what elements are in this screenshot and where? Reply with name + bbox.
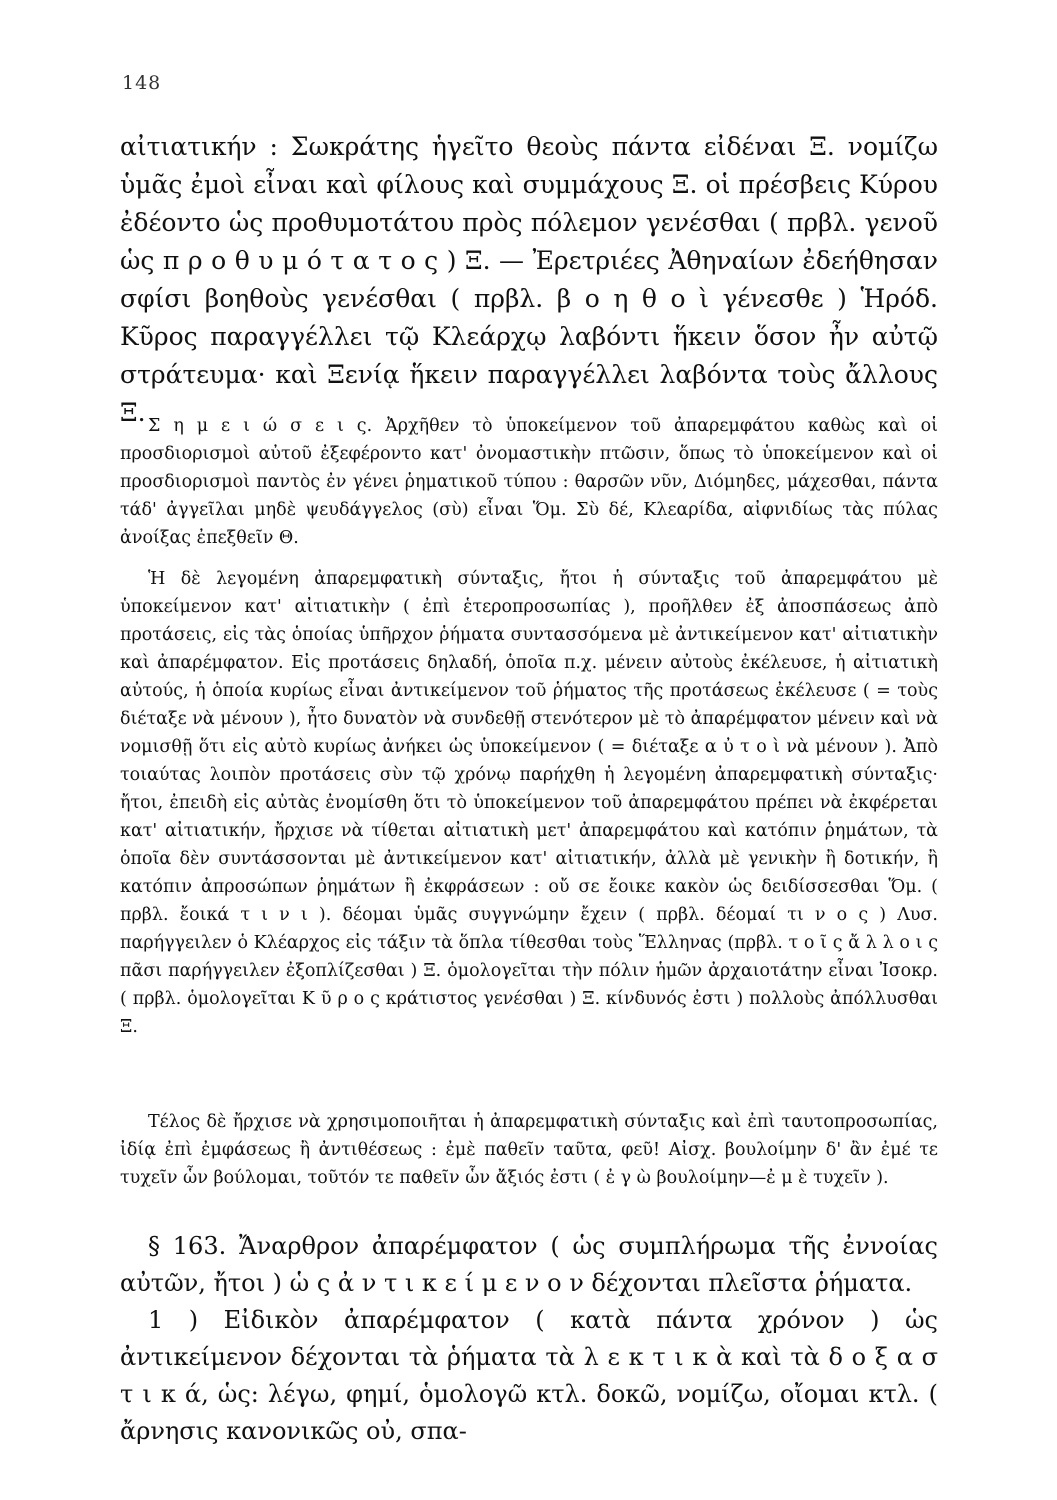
final-paragraph-text: Τέλος δὲ ἤρχισε νὰ χρησιμοποιῆται ἡ ἀπαρεμφατικὴ σύνταξις καὶ ἐπὶ ταυτοπροσωπίας, ἰδίᾳ ἐπὶ ἐμφάσεως ἢ ἀντιθέσεως : ἐμὲ παθεῖν ταῦτα, φεῦ! Αἰσχ. βουλοίμην δ' ἂν ἐμέ τε τυχεῖν ὧν βούλομαι, τοῦτόν τε παθεῖν ὧν ἄξιός ἐστι ( ἐ γ ὼ βουλοίμην—ἐ μ ὲ τυχεῖν ). <box>120 1112 938 1188</box>
section-item-1-text: 1 ) Εἰδικὸν ἀπαρέμφατον ( κατὰ πάντα χρόνον ) ὡς ἀντικείμενον δέχονται τὰ ῥήματα τὰ λ ε κ τ ι κ ὰ καὶ τὰ δ ο ξ α σ τ ι κ ά, ὡς: λέγω, φημί, ὁμολογῶ κτλ. δοκῶ, νομίζω, οἴομαι κτλ. ( ἄρνησις κανονικῶς οὐ, σπα- <box>120 1306 938 1445</box>
notes-paragraph <box>120 412 938 552</box>
section-heading-text: § 163. Ἄναρθρον ἀπαρέμφατον ( ὡς συμπλήρωμα τῆς ἐννοίας αὐτῶν, ἤτοι ) ὡ ς ἀ ν τ ι κ ε ί μ ε ν ο ν δέχονται πλεῖστα ῥήματα. <box>120 1232 938 1297</box>
notes-paragraph-text: Σ η μ ε ι ώ σ ε ι ς. Ἀρχῆθεν τὸ ὑποκείμενον τοῦ ἀπαρεμφάτου καθὼς καὶ οἱ προσδιορισμοὶ αὐτοῦ ἐξεφέροντο κατ' ὀνομαστικὴν πτῶσιν, ὅπως τὸ ὑποκείμενον καὶ οἱ προσδιορισμοὶ παντὸς ἐν γένει ῥηματικοῦ τύπου : θαρσῶν νῦν, Διόμηδες, μάχεσθαι, πάντα τάδ' ἀγγεῖλαι μηδὲ ψευδάγγελος (σὺ) εἶναι Ὅμ. Σὺ δέ, Κλεαρίδα, αἰφνιδίως τὰς πύλας ἀνοίξας ἐπεξθεῖν Θ. <box>120 416 938 548</box>
section-item-1 <box>120 1302 938 1450</box>
syntax-paragraph <box>120 565 938 1041</box>
main-paragraph <box>120 128 938 432</box>
section-163-heading <box>120 1228 938 1302</box>
final-paragraph <box>120 1108 938 1192</box>
main-paragraph-text: αἰτιατικήν : Σωκράτης ἡγεῖτο θεοὺς πάντα εἰδέναι Ξ. νομίζω ὑμᾶς ἐμοὶ εἶναι καὶ φίλους καὶ συμμάχους Ξ. οἱ πρέσβεις Κύρου ἐδέοντο ὡς προθυμοτάτου πρὸς πόλεμον γενέσθαι ( πρβλ. γενοῦ ὡς π ρ ο θ υ μ ό τ α τ ο ς ) Ξ. — Ἐρετριέες Ἀθηναίων ἐδεήθησαν σφίσι βοηθοὺς γενέσθαι ( πρβλ. β ο η θ ο ὶ γένεσθε ) Ἡρόδ. Κῦρος παραγγέλλει τῷ Κλεάρχῳ λαβόντι ἥκειν ὅσον ἦν αὐτῷ στράτευμα· καὶ Ξενίᾳ ἥκειν παραγγέλλει λαβόντα τοὺς ἄλλους Ξ. <box>120 132 938 427</box>
page-number: 148 <box>122 72 162 94</box>
syntax-paragraph-text: Ἡ δὲ λεγομένη ἀπαρεμφατικὴ σύνταξις, ἤτοι ἡ σύνταξις τοῦ ἀπαρεμφάτου μὲ ὑποκείμενον κατ' αἰτιατικὴν ( ἐπὶ ἑτεροπροσωπίας ), προῆλθεν ἐξ ἀποσπάσεως ἀπὸ προτάσεις, εἰς τὰς ὁποίας ὑπῆρχον ῥήματα συντασσόμενα μὲ ἀντικείμενον κατ' αἰτιατικὴν καὶ ἀπαρέμφατον. Εἰς προτάσεις δηλαδή, ὁποῖα π.χ. μένειν αὐτοὺς ἐκέλευσε, ἡ αἰτιατικὴ αὐτούς, ἡ ὁποία κυρίως εἶναι ἀντικείμενον τοῦ ῥήματος τῆς προτάσεως ἐκέλευσε ( = τοὺς διέταξε νὰ μένουν ), ἦτο δυνατὸν νὰ συνδεθῇ στενότερον μὲ τὸ ἀπαρέμφατον μένειν καὶ νὰ νομισθῇ ὅτι εἰς αὐτὸ κυρίως ἀνήκει ὡς ὑποκείμενον ( = διέταξε α ὐ τ ο ὶ νὰ μένουν ). Ἀπὸ τοιαύτας λοιπὸν προτάσεις σὺν τῷ χρόνῳ παρήχθη ἡ λεγομένη ἀπαρεμφατικὴ σύνταξις· ἤτοι, ἐπειδὴ εἰς αὐτὰς ἐνομίσθη ὅτι τὸ ὑποκείμενον τοῦ ἀπαρεμφάτου πρέπει νὰ ἐκφέρεται κατ' αἰτιατικήν, ἤρχισε νὰ τίθεται αἰτιατικὴ μετ' ἀπαρεμφάτου καὶ κατόπιν ῥημάτων, τὰ ὁποῖα δὲν συντάσσονται μὲ ἀντικείμενον κατ' αἰτιατικήν, ἀλλὰ μὲ γενικὴν ἢ δοτικήν, ἢ κατόπιν ἀπροσώπων ῥημάτων ἢ ἐκφράσεων : οὔ σε ἔοικε κακὸν ὡς δειδίσσεσθαι Ὅμ. ( πρβλ. ἔοικά τ ι ν ι ). δέομαι ὑμᾶς συγγνώμην ἔχειν ( πρβλ. δέομαί τι ν ο ς ) Λυσ. παρήγγειλεν ὁ Κλέαρχος εἰς τάξιν τὰ ὅπλα τίθεσθαι τοὺς Ἕλληνας (πρβλ. τ ο ῖ ς ἄ λ λ ο ι ς πᾶσι παρήγγειλεν ἐξοπλίζεσθαι ) Ξ. ὁμολογεῖται τὴν πόλιν ἡμῶν ἀρχαιοτάτην εἶναι Ἰσοκρ. ( πρβλ. ὁμολογεῖται Κ ῦ ρ ο ς κράτιστος γενέσθαι ) Ξ. κίνδυνός ἐστι ) πολλοὺς ἀπόλλυσθαι Ξ. <box>120 569 938 1037</box>
